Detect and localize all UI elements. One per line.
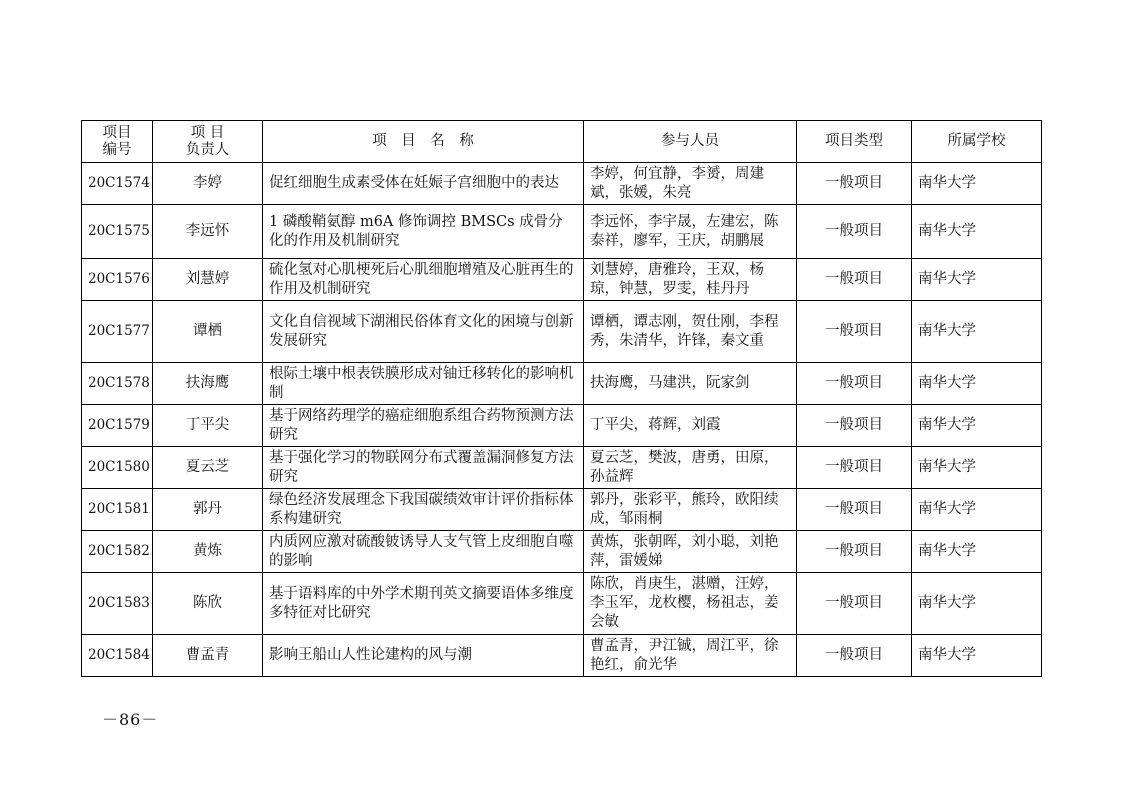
project-name-cell: 内质网应激对硫酸铍诱导人支气管上皮细胞自噬的影响: [263, 531, 584, 573]
project-type-cell: 一般项目: [797, 531, 912, 573]
members-cell: 丁平尖，蒋辉，刘霞: [584, 405, 797, 447]
project-name-cell: 1 磷酸鞘氨醇 m6A 修饰调控 BMSCs 成骨分化的作用及机制研究: [263, 205, 584, 259]
school-cell: 南华大学: [912, 531, 1042, 573]
project-number-cell: 20C1582: [82, 531, 153, 573]
project-type-cell: 一般项目: [797, 363, 912, 405]
table-row: [82, 573, 1042, 635]
table-row: [82, 259, 1042, 301]
table-row: [82, 163, 1042, 205]
project-type-cell: 一般项目: [797, 447, 912, 489]
project-leader-cell: 丁平尖: [153, 405, 263, 447]
table-row: [82, 301, 1042, 363]
school-cell: 南华大学: [912, 447, 1042, 489]
members-cell: 陈欣，肖庚生，湛赠，汪婷，李玉军，龙枚樱，杨祖志，姜会敏: [584, 573, 797, 635]
project-leader-cell: 夏云芝: [153, 447, 263, 489]
project-name-cell: 影响王船山人性论建构的风与潮: [263, 635, 584, 677]
project-type-cell: 一般项目: [797, 635, 912, 677]
project-type-cell: 一般项目: [797, 405, 912, 447]
school-cell: 南华大学: [912, 405, 1042, 447]
project-leader-cell: 李远怀: [153, 205, 263, 259]
project-number-cell: 20C1583: [82, 573, 153, 635]
members-cell: 黄炼，张朝晖，刘小聪，刘艳萍，雷媛娣: [584, 531, 797, 573]
members-cell: 扶海鹰，马建洪，阮家剑: [584, 363, 797, 405]
project-number-cell: 20C1577: [82, 301, 153, 363]
school-cell: 南华大学: [912, 259, 1042, 301]
project-leader-cell: 谭栖: [153, 301, 263, 363]
project-type-cell: 一般项目: [797, 259, 912, 301]
project-type-cell: 一般项目: [797, 301, 912, 363]
project-name-cell: 硫化氢对心肌梗死后心肌细胞增殖及心脏再生的作用及机制研究: [263, 259, 584, 301]
table-row: [82, 489, 1042, 531]
project-type-cell: 一般项目: [797, 489, 912, 531]
project-leader-cell: 刘慧婷: [153, 259, 263, 301]
school-cell: 南华大学: [912, 163, 1042, 205]
project-leader-cell: 曹孟青: [153, 635, 263, 677]
project-name-cell: 促红细胞生成素受体在妊娠子宫细胞中的表达: [263, 163, 584, 205]
project-leader-cell: 黄炼: [153, 531, 263, 573]
project-type-cell: 一般项目: [797, 205, 912, 259]
project-name-cell: 根际土壤中根表铁膜形成对铀迁移转化的影响机制: [263, 363, 584, 405]
project-table: [81, 120, 1042, 677]
page-number: －86－: [102, 710, 159, 729]
table-row: [82, 635, 1042, 677]
project-leader-cell: 扶海鹰: [153, 363, 263, 405]
members-cell: 夏云芝，樊波，唐勇，田原，孙益辉: [584, 447, 797, 489]
project-leader-cell: 陈欣: [153, 573, 263, 635]
header-members: 参与人员: [584, 121, 797, 163]
project-number-cell: 20C1578: [82, 363, 153, 405]
members-cell: 郭丹，张彩平，熊玲，欧阳续成，邹雨桐: [584, 489, 797, 531]
project-leader-cell: 李婷: [153, 163, 263, 205]
project-name-cell: 基于强化学习的物联网分布式覆盖漏洞修复方法研究: [263, 447, 584, 489]
project-type-cell: 一般项目: [797, 573, 912, 635]
members-cell: 谭栖，谭志刚，贺仕刚，李程秀，朱清华，许锋，秦文重: [584, 301, 797, 363]
project-number-cell: 20C1580: [82, 447, 153, 489]
header-project-type: 项目类型: [797, 121, 912, 163]
members-cell: 曹孟青，尹江铖，周江平，徐艳红，俞光华: [584, 635, 797, 677]
project-number-cell: 20C1574: [82, 163, 153, 205]
project-type-cell: 一般项目: [797, 163, 912, 205]
members-cell: 李婷，何宜静，李赟，周建斌，张媛，朱亮: [584, 163, 797, 205]
school-cell: 南华大学: [912, 205, 1042, 259]
project-name-cell: 基于网络药理学的癌症细胞系组合药物预测方法研究: [263, 405, 584, 447]
project-number-cell: 20C1581: [82, 489, 153, 531]
project-number-cell: 20C1575: [82, 205, 153, 259]
project-name-cell: 文化自信视域下湖湘民俗体育文化的困境与创新发展研究: [263, 301, 584, 363]
project-number-cell: 20C1579: [82, 405, 153, 447]
project-number-cell: 20C1576: [82, 259, 153, 301]
school-cell: 南华大学: [912, 635, 1042, 677]
header-school: 所属学校: [912, 121, 1042, 163]
school-cell: 南华大学: [912, 363, 1042, 405]
table-row: [82, 205, 1042, 259]
school-cell: 南华大学: [912, 301, 1042, 363]
members-cell: 刘慧婷，唐雅玲，王双，杨琼，钟慧，罗雯，桂丹丹: [584, 259, 797, 301]
table-row: [82, 363, 1042, 405]
table-row: [82, 447, 1042, 489]
header-project-name: 项 目 名 称: [263, 121, 584, 163]
project-name-cell: 基于语料库的中外学术期刊英文摘要语体多维度多特征对比研究: [263, 573, 584, 635]
project-number-cell: 20C1584: [82, 635, 153, 677]
table-row: [82, 531, 1042, 573]
table-row: [82, 405, 1042, 447]
project-leader-cell: 郭丹: [153, 489, 263, 531]
table-header-row: [82, 121, 1042, 163]
project-name-cell: 绿色经济发展理念下我国碳绩效审计评价指标体系构建研究: [263, 489, 584, 531]
school-cell: 南华大学: [912, 489, 1042, 531]
header-project-leader: 项 目 负责人: [153, 121, 263, 163]
header-project-number: 项目 编号: [82, 121, 153, 163]
members-cell: 李远怀，李宇晟，左建宏，陈泰祥，廖军，王庆，胡鹏展: [584, 205, 797, 259]
school-cell: 南华大学: [912, 573, 1042, 635]
